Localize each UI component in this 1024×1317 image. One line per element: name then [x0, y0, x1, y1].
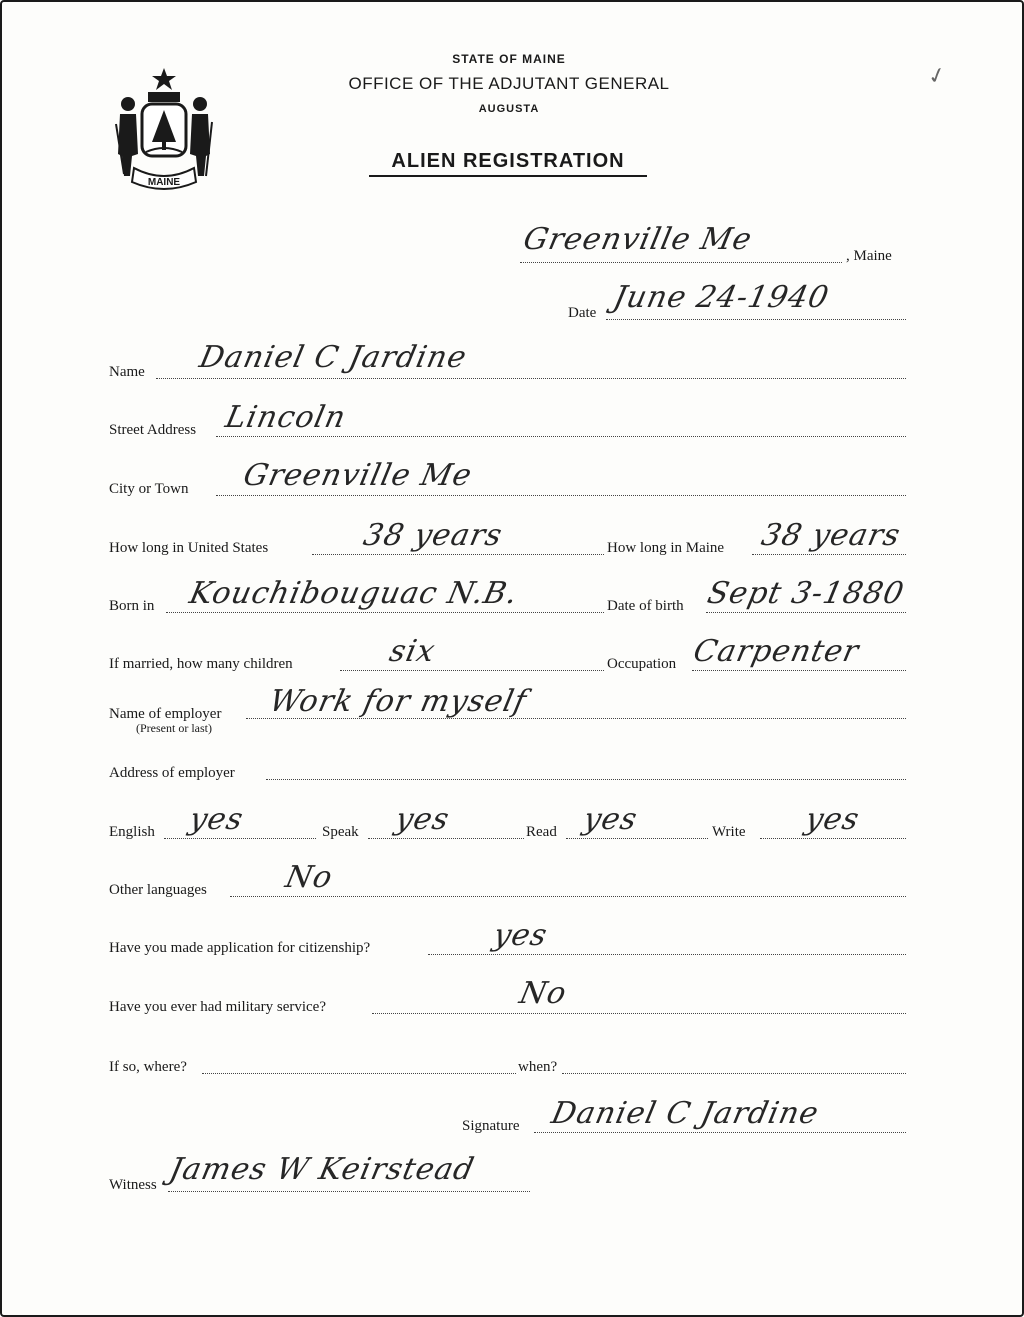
how-long-maine-label: How long in Maine — [607, 540, 725, 556]
where-line — [202, 1073, 516, 1074]
when-line — [562, 1073, 906, 1074]
speak-label: Speak — [322, 824, 359, 840]
date-of-birth-line — [706, 612, 906, 613]
citizenship-line — [428, 954, 906, 955]
born-in-line — [166, 612, 604, 613]
employer-value: Work for myself — [266, 684, 530, 719]
occupation-label: Occupation — [607, 656, 677, 672]
place-line — [520, 262, 842, 263]
witness-value: James W Keirstead — [166, 1152, 478, 1187]
other-languages-label: Other languages — [109, 882, 207, 898]
date-of-birth-label: Date of birth — [607, 598, 684, 614]
where-label: If so, where? — [109, 1059, 187, 1075]
date-line — [606, 319, 906, 320]
employer-address-label: Address of employer — [109, 765, 235, 781]
how-long-maine-value: 38 years — [758, 518, 904, 553]
read-value: yes — [580, 802, 641, 837]
speak-line — [368, 838, 524, 839]
date-value: June 24-1940 — [610, 280, 833, 315]
born-in-label: Born in — [109, 598, 155, 614]
header-state: STATE OF MAINE — [452, 52, 566, 66]
occupation-value: Carpenter — [690, 634, 863, 669]
header-city: AUGUSTA — [478, 103, 540, 115]
employer-sublabel: (Present or last) — [136, 721, 212, 735]
children-line — [340, 670, 604, 671]
street-address-line — [216, 436, 906, 437]
witness-label: Witness — [109, 1177, 157, 1193]
how-long-us-line — [312, 554, 604, 555]
occupation-line — [692, 670, 906, 671]
speak-value: yes — [392, 802, 453, 837]
name-value: Daniel C Jardine — [196, 340, 471, 375]
write-label: Write — [712, 824, 746, 840]
form-title: ALIEN REGISTRATION — [369, 150, 647, 177]
header-office: OFFICE OF THE ADJUTANT GENERAL — [348, 74, 670, 93]
name-label: Name — [109, 364, 145, 380]
how-long-us-value: 38 years — [360, 518, 506, 553]
how-long-us-label: How long in United States — [109, 540, 269, 556]
other-languages-line — [230, 896, 906, 897]
date-of-birth-value: Sept 3-1880 — [704, 576, 908, 611]
military-value: No — [516, 976, 571, 1011]
military-label: Have you ever had military service? — [109, 999, 326, 1015]
english-line — [164, 838, 316, 839]
children-value: six — [386, 634, 439, 669]
city-or-town-line — [216, 495, 906, 496]
military-line — [372, 1013, 906, 1014]
svg-text:MAINE: MAINE — [147, 177, 181, 188]
employer-address-line — [266, 779, 906, 780]
place-value: Greenville Me — [520, 222, 756, 257]
check-mark: ✓ — [925, 62, 950, 91]
city-or-town-label: City or Town — [109, 481, 189, 497]
read-label: Read — [526, 824, 557, 840]
english-value: yes — [186, 802, 247, 837]
city-or-town-value: Greenville Me — [240, 458, 476, 493]
write-line — [760, 838, 906, 839]
street-address-value: Lincoln — [222, 400, 350, 435]
when-label: when? — [518, 1059, 558, 1075]
how-long-maine-line — [752, 554, 906, 555]
read-line — [566, 838, 708, 839]
citizenship-value: yes — [490, 918, 551, 953]
english-label: English — [109, 824, 155, 840]
name-line — [156, 378, 906, 379]
date-label: Date — [568, 305, 597, 321]
witness-line — [168, 1191, 530, 1192]
citizenship-label: Have you made application for citizenship? — [109, 940, 371, 956]
place-suffix: , Maine — [846, 248, 892, 264]
write-value: yes — [802, 802, 863, 837]
street-address-label: Street Address — [109, 422, 197, 438]
signature-line — [534, 1132, 906, 1133]
other-languages-value: No — [282, 860, 337, 895]
born-in-value: Kouchibouguac N.B. — [186, 576, 522, 611]
employer-label: Name of employer — [109, 706, 222, 722]
signature-label: Signature — [462, 1118, 520, 1134]
signature-value: Daniel C Jardine — [548, 1096, 823, 1131]
children-label: If married, how many children — [109, 656, 293, 672]
